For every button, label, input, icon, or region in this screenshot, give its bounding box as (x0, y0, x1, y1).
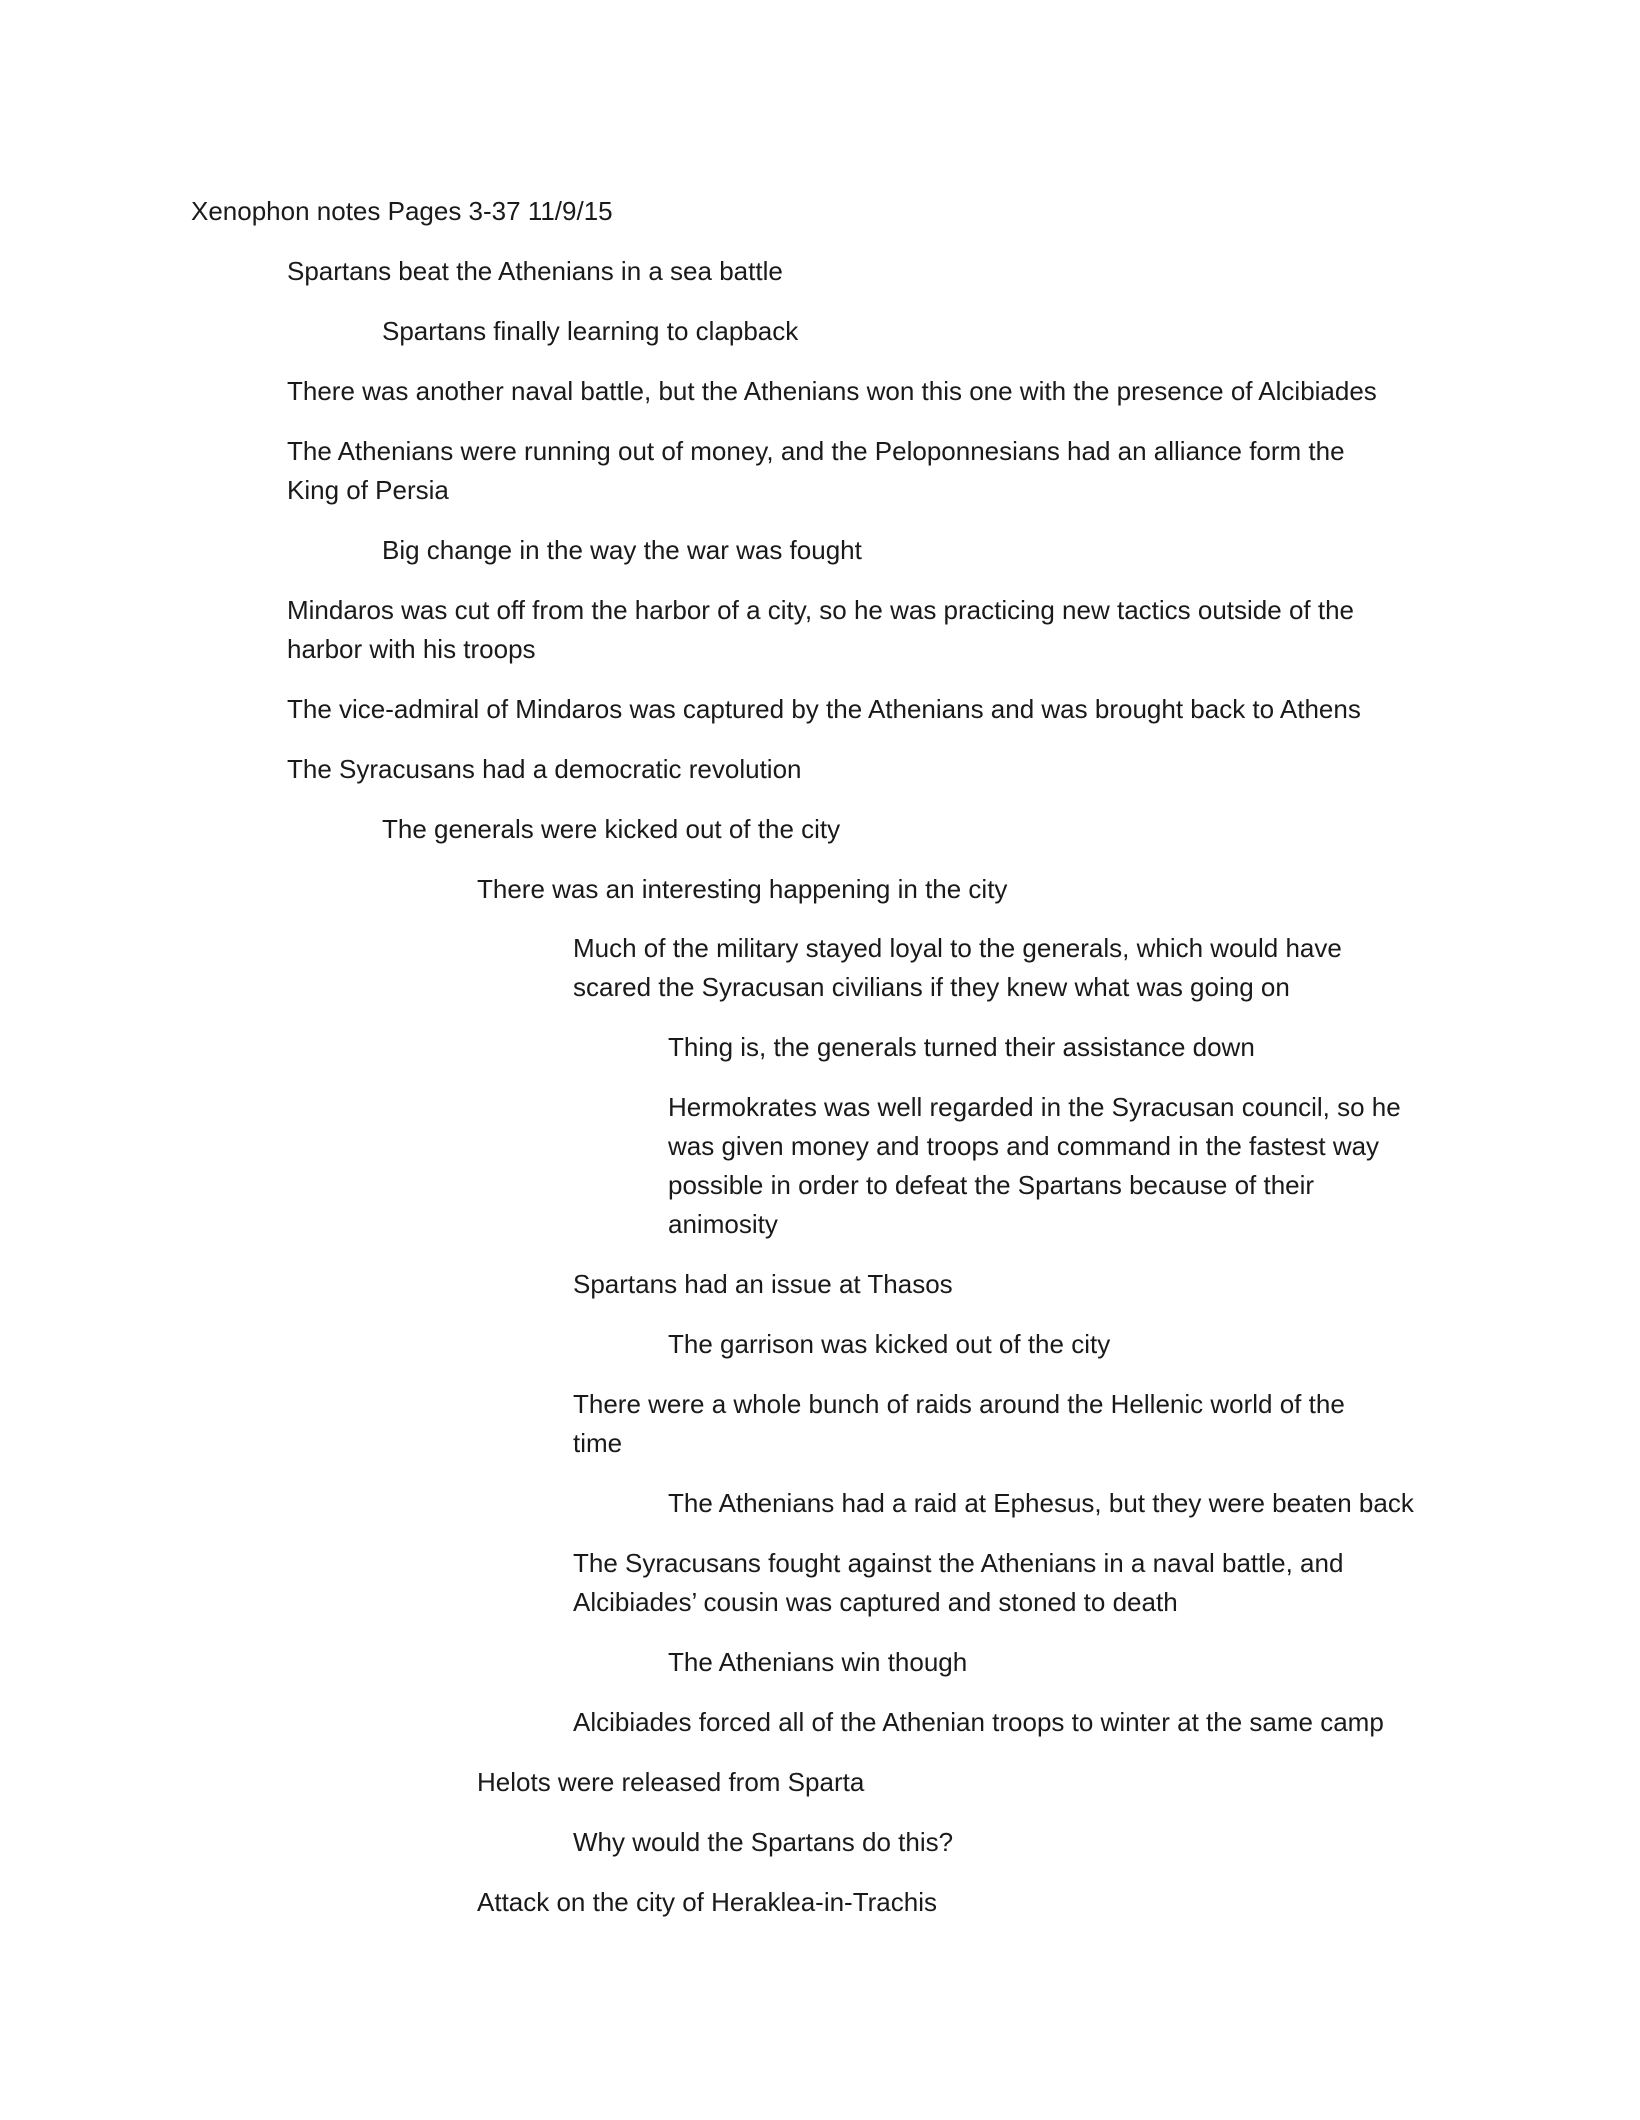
note-line: Much of the military stayed loyal to the generals, which would have scared the Syracusan civilians if they knew what was going on (573, 933, 1342, 1002)
note-line: There was an interesting happening in the city (477, 874, 1008, 904)
note-line: The Syracusans fought against the Athenians in a naval battle, and Alcibiades’ cousin was captured and stoned to death (573, 1548, 1344, 1617)
note-line: Why would the Spartans do this? (573, 1827, 954, 1857)
note-line: Spartans finally learning to clapback (382, 316, 799, 346)
note-line: The Athenians were running out of money, and the Peloponnesians had an alliance form the King of Persia (287, 436, 1345, 505)
note-line: Thing is, the generals turned their assistance down (668, 1032, 1255, 1062)
note-line: Mindaros was cut off from the harbor of a city, so he was practicing new tactics outside of the harbor with his troops (287, 595, 1354, 664)
note-line: The generals were kicked out of the city (382, 814, 841, 844)
note-line: The vice-admiral of Mindaros was captured by the Athenians and was brought back to Athens (287, 694, 1361, 724)
note-line: Big change in the way the war was fought (382, 535, 862, 565)
note-line: There were a whole bunch of raids around the Hellenic world of the time (573, 1389, 1345, 1458)
note-line: The Syracusans had a democratic revolution (287, 754, 802, 784)
note-line: The Athenians win though (668, 1647, 968, 1677)
note-line: There was another naval battle, but the Athenians won this one with the presence of Alcibiades (287, 376, 1377, 406)
note-line: Spartans had an issue at Thasos (573, 1269, 953, 1299)
note-line: Helots were released from Sparta (477, 1767, 865, 1797)
note-line: The Athenians had a raid at Ephesus, but they were beaten back (668, 1488, 1414, 1518)
note-line: Attack on the city of Heraklea-in-Trachis (477, 1887, 937, 1917)
note-line: Spartans beat the Athenians in a sea battle (287, 256, 783, 286)
note-line: Alcibiades forced all of the Athenian troops to winter at the same camp (573, 1707, 1384, 1737)
note-line: Hermokrates was well regarded in the Syracusan council, so he was given money and troops and command in the fastest way possible in order to defeat the Spartans because of their animosity (668, 1092, 1401, 1239)
note-line: The garrison was kicked out of the city (668, 1329, 1111, 1359)
document-title: Xenophon notes Pages 3-37 11/9/15 (191, 196, 613, 226)
